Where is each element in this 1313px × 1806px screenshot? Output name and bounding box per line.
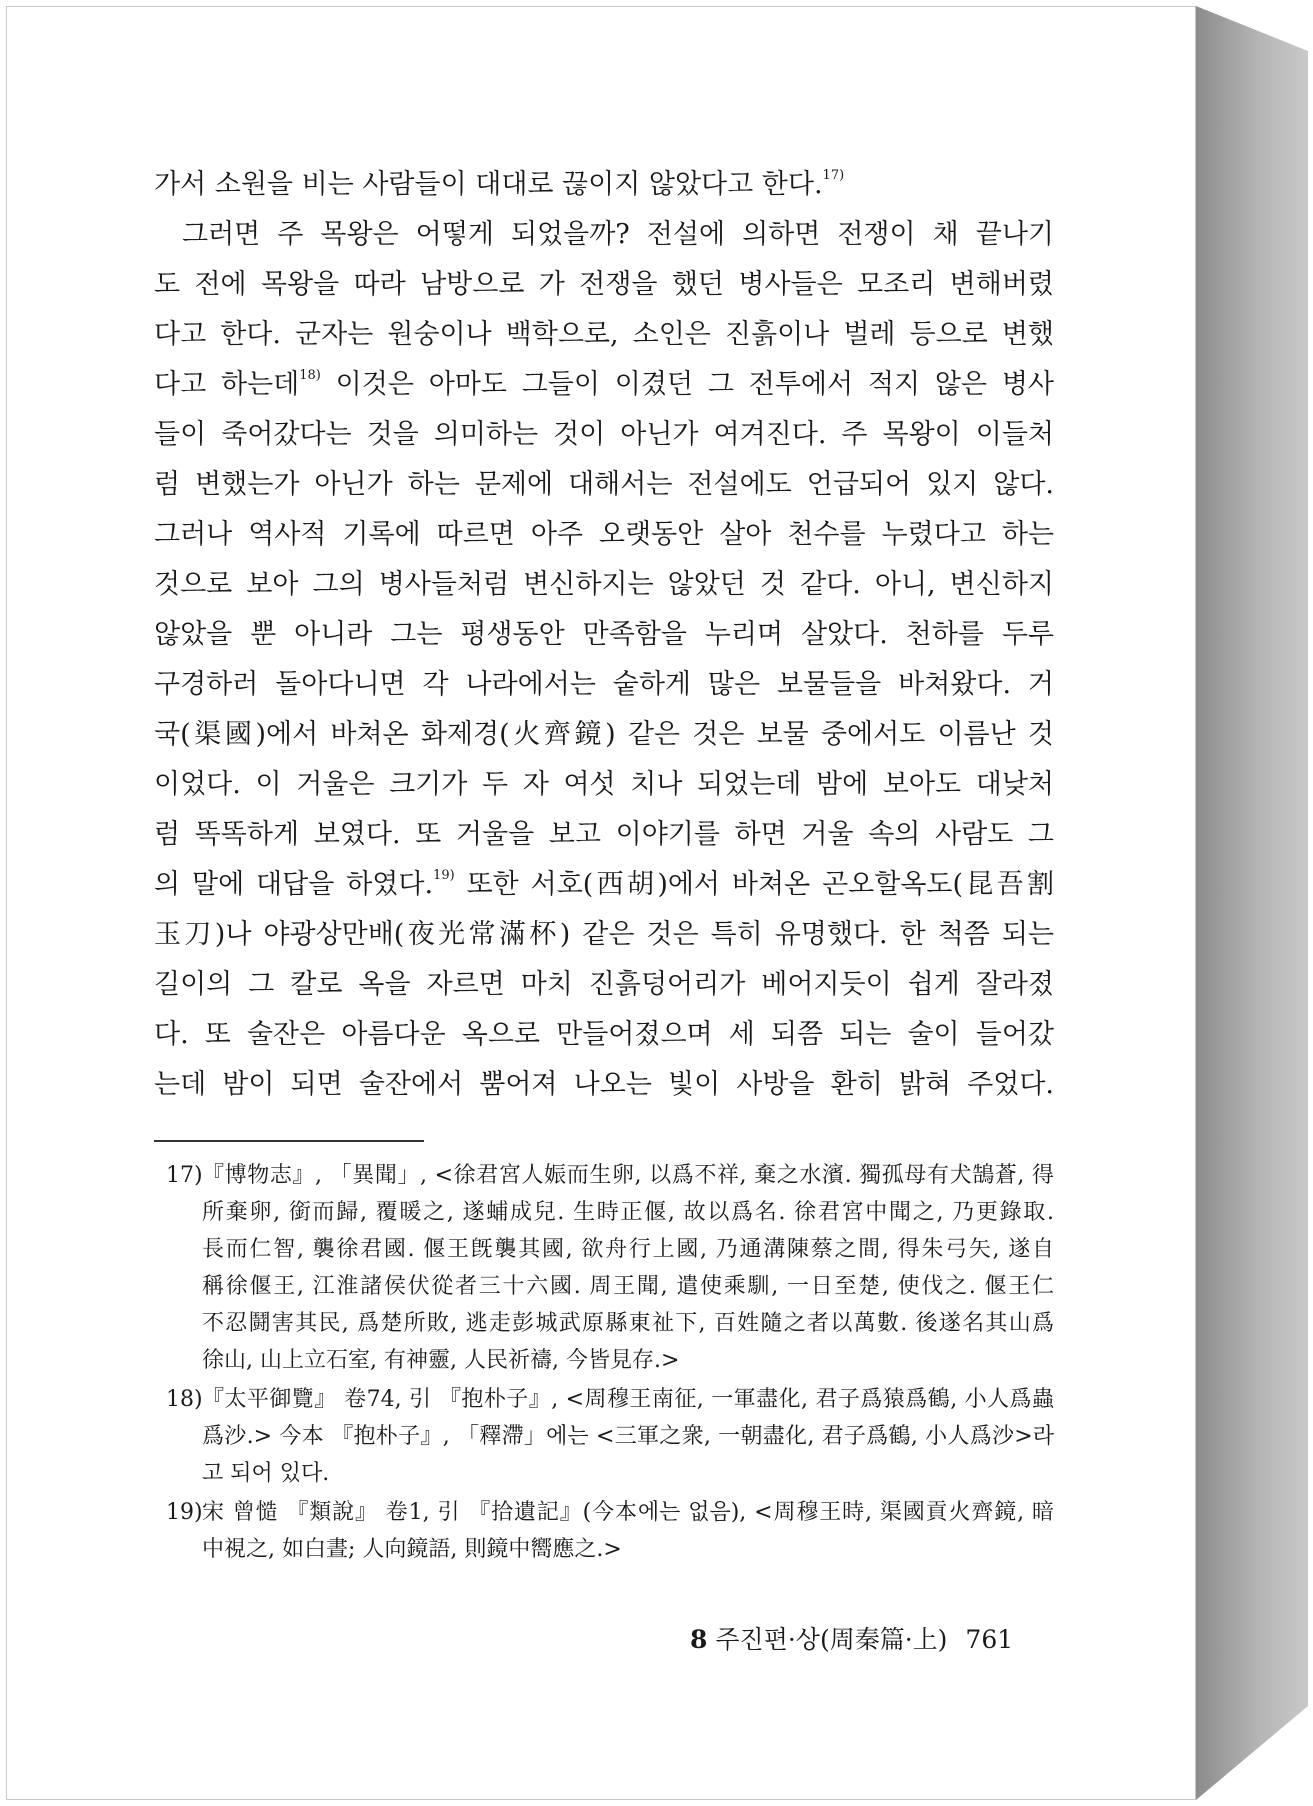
page-edge-shadow: [1196, 6, 1308, 1800]
footnote-number: 17): [166, 1163, 203, 1188]
text-line: 다고 한다. 군자는 원숭이나 백학으로, 소인은 진흙이나 벌레 등으로 변했: [154, 319, 1054, 350]
text-line: 의 말에 대답을 하였다.$^{19)}$ 또한 서호(西胡)에서 바쳐온 곤오할옥도(昆吾割: [154, 868, 1054, 900]
text-line: 玉刀)나 야광상만배(夜光常滿杯) 같은 것은 특히 유명했다. 한 척쯤 되는: [154, 919, 1054, 950]
text-line: 이었다. 이 거울은 크기가 두 자 여섯 치나 되었는데 밤에 보아도 대낮처: [154, 769, 1054, 800]
footnotes: [166, 1157, 1054, 1570]
chapter-number: 8: [690, 1625, 708, 1654]
footnote-ref: 18): [299, 368, 321, 383]
text-line: 도 전에 목왕을 따라 남방으로 가 전쟁을 했던 병사들은 모조리 변해버렸: [154, 269, 1054, 300]
footnote-line: 『太平御覽』 卷74, 引 『抱朴子』, <周穆王南征, 一軍盡化, 君子爲猿爲鶴, 小人爲蟲: [202, 1387, 1054, 1412]
text-line: 럼 변했는가 아닌가 하는 문제에 대해서는 전설에도 언급되어 있지 않다.: [154, 469, 1054, 500]
page-number: 761: [965, 1625, 1014, 1654]
text-line: 럼 똑똑하게 보였다. 또 거울을 보고 이야기를 하면 거울 속의 사람도 그: [154, 819, 1054, 850]
footnote-18: [166, 1381, 1054, 1492]
footnote-ref: 19): [433, 868, 455, 883]
text-line: 들이 죽어갔다는 것을 의미하는 것이 아닌가 여겨진다. 주 목왕이 이들처: [154, 419, 1054, 450]
text-line: 않았을 뿐 아니라 그는 평생동안 만족함을 누리며 살았다. 천하를 두루: [154, 619, 1054, 650]
text-line: 다고 하는데$^{18)}$ 이것은 아마도 그들이 이겼던 그 전투에서 적지 않은 병사: [154, 368, 1054, 400]
text-line: 가서 소원을 비는 사람들이 대대로 끊이지 않았다고 한다.$^{17)}$: [154, 168, 845, 200]
text-line: 다. 또 술잔은 아름다운 옥으로 만들어졌으며 세 되쯤 되는 술이 들어갔: [154, 1019, 1054, 1050]
footnote-line: 中視之, 如白晝; 人向鏡語, 則鏡中嚮應之.>: [202, 1537, 622, 1562]
footnote-line: 長而仁智, 襲徐君國. 偃王旣襲其國, 欲舟行上國, 乃通溝陳蔡之間, 得朱弓矢, 遂自: [202, 1237, 1054, 1262]
chapter-title: 주진편·상(周秦篇·上): [715, 1625, 948, 1654]
text-line: 그러나 역사적 기록에 따르면 아주 오랫동안 살아 천수를 누렸다고 하는: [154, 519, 1054, 550]
footnote-line: 不忍鬪害其民, 爲楚所敗, 逃走彭城武原縣東祉下, 百姓隨之者以萬數. 後遂名其山爲: [202, 1311, 1054, 1336]
footnote-line: 徐山, 山上立石室, 有神靈, 人民祈禱, 今皆見存.>: [202, 1348, 680, 1373]
footnote-divider: [154, 1140, 424, 1142]
text-line: 구경하러 돌아다니면 각 나라에서는 숱하게 많은 보물들을 바쳐왔다. 거: [154, 669, 1054, 700]
text-line: 그러면 주 목왕은 어떻게 되었을까? 전설에 의하면 전쟁이 채 끝나기: [182, 219, 1054, 250]
text-line: 국(渠國)에서 바쳐온 화제경(火齊鏡) 같은 것은 보물 중에서도 이름난 것: [154, 719, 1054, 750]
footnote-line: 『博物志』, 「異聞」, <徐君宮人娠而生卵, 以爲不祥, 棄之水濱. 獨孤母有犬鵠蒼, 得: [202, 1163, 1054, 1188]
footnote-number: 19): [166, 1500, 203, 1525]
text-line: 길이의 그 칼로 옥을 자르면 마치 진흙덩어리가 베어지듯이 쉽게 잘라졌: [154, 969, 1054, 1000]
footnote-17: [166, 1157, 1054, 1379]
footnote-line: 고 되어 있다.: [202, 1461, 330, 1486]
text-line: 는데 밤이 되면 술잔에서 뿜어져 나오는 빛이 사방을 환히 밝혀 주었다.: [154, 1069, 1054, 1100]
footnote-line: 稱徐偃王, 江淮諸侯伏從者三十六國. 周王聞, 遣使乘馴, 一日至楚, 使伐之. 偃王仁: [202, 1274, 1054, 1299]
footnote-number: 18): [166, 1387, 203, 1412]
footnote-line: 宋 曾慥 『類說』 卷1, 引 『拾遺記』(今本에는 없음), <周穆王時, 渠國貢火齊鏡, 暗: [202, 1500, 1054, 1525]
footnote-line: 爲沙.> 今本 『抱朴子』, 「釋滯」에는 <三軍之衆, 一朝盡化, 君子爲鶴, 小人爲沙>라: [202, 1424, 1054, 1449]
main-text: [154, 160, 1054, 1110]
running-footer: [690, 1620, 1013, 1656]
footnote-line: 所棄卵, 銜而歸, 覆暖之, 遂蜅成兒. 生時正偃, 故以爲名. 徐君宮中聞之, 乃更錄取.: [202, 1200, 1054, 1225]
text-line: 것으로 보아 그의 병사들처럼 변신하지는 않았던 것 같다. 아니, 변신하지: [154, 569, 1054, 600]
footnote-19: [166, 1494, 1054, 1568]
footnote-ref: 17): [822, 168, 845, 183]
